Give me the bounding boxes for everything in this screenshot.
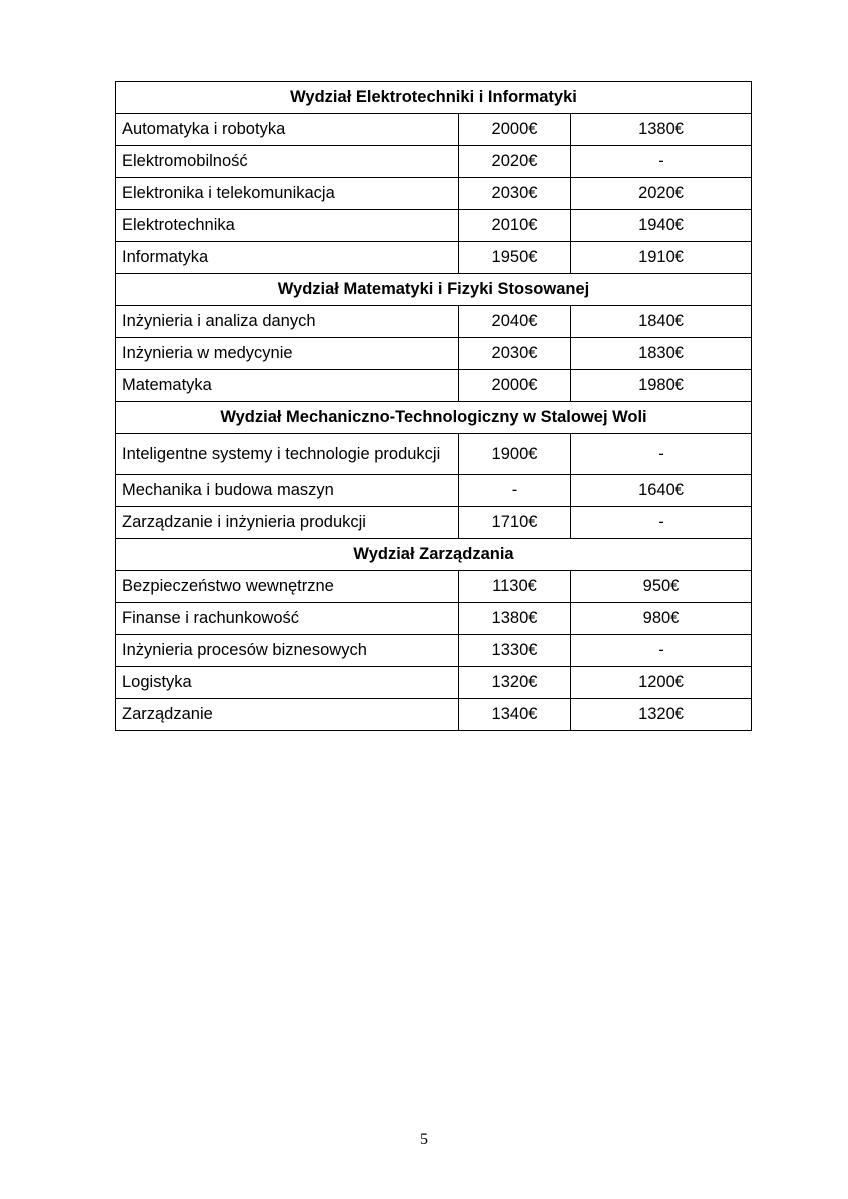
fee-first: 1950€ [459, 242, 571, 274]
fee-second: 1640€ [571, 475, 752, 507]
program-name: Bezpieczeństwo wewnętrzne [116, 571, 459, 603]
table-row [116, 667, 752, 699]
fee-second: - [571, 507, 752, 539]
table-row [116, 603, 752, 635]
fee-first: 2000€ [459, 114, 571, 146]
program-name: Matematyka [116, 370, 459, 402]
program-name: Finanse i rachunkowość [116, 603, 459, 635]
fee-first: 1130€ [459, 571, 571, 603]
fee-second: - [571, 434, 752, 475]
fee-first: 2040€ [459, 306, 571, 338]
program-name: Automatyka i robotyka [116, 114, 459, 146]
faculty-title: Wydział Elektrotechniki i Informatyki [116, 82, 752, 114]
fee-second: 1910€ [571, 242, 752, 274]
tuition-fees-table [115, 81, 752, 731]
section-header-row [116, 82, 752, 114]
fee-first: 2030€ [459, 338, 571, 370]
fee-first: 2010€ [459, 210, 571, 242]
table-row [116, 635, 752, 667]
table-row [116, 338, 752, 370]
faculty-title: Wydział Zarządzania [116, 539, 752, 571]
fee-second: 1380€ [571, 114, 752, 146]
fee-second: 1980€ [571, 370, 752, 402]
fee-second: 1200€ [571, 667, 752, 699]
program-name: Inżynieria i analiza danych [116, 306, 459, 338]
fee-first: 1380€ [459, 603, 571, 635]
fee-second: 2020€ [571, 178, 752, 210]
program-name: Mechanika i budowa maszyn [116, 475, 459, 507]
fee-first: 2000€ [459, 370, 571, 402]
table-row [116, 699, 752, 731]
program-name: Inżynieria w medycynie [116, 338, 459, 370]
table-row [116, 178, 752, 210]
fee-first: 1900€ [459, 434, 571, 475]
program-name: Elektronika i telekomunikacja [116, 178, 459, 210]
program-name: Inżynieria procesów biznesowych [116, 635, 459, 667]
program-name: Logistyka [116, 667, 459, 699]
section-header-row [116, 274, 752, 306]
fee-second: 1320€ [571, 699, 752, 731]
table-row [116, 242, 752, 274]
fee-first: 1320€ [459, 667, 571, 699]
section-header-row [116, 402, 752, 434]
table-row [116, 507, 752, 539]
table-row [116, 475, 752, 507]
program-name: Zarządzanie i inżynieria produkcji [116, 507, 459, 539]
program-name: Zarządzanie [116, 699, 459, 731]
fee-second: 950€ [571, 571, 752, 603]
page-number: 5 [420, 1131, 428, 1148]
fee-first: 1340€ [459, 699, 571, 731]
fee-second: - [571, 635, 752, 667]
program-name: Elektromobilność [116, 146, 459, 178]
table-row [116, 571, 752, 603]
table-row [116, 114, 752, 146]
faculty-title: Wydział Mechaniczno-Technologiczny w Stalowej Woli [116, 402, 752, 434]
fee-second: - [571, 146, 752, 178]
table-row [116, 146, 752, 178]
fee-first: 1330€ [459, 635, 571, 667]
fee-first: 2030€ [459, 178, 571, 210]
fee-first: 2020€ [459, 146, 571, 178]
program-name: Inteligentne systemy i technologie produkcji [116, 434, 459, 475]
section-header-row [116, 539, 752, 571]
table-row [116, 210, 752, 242]
table-row [116, 306, 752, 338]
fee-second: 1830€ [571, 338, 752, 370]
program-name: Informatyka [116, 242, 459, 274]
fee-second: 1840€ [571, 306, 752, 338]
fee-first: 1710€ [459, 507, 571, 539]
faculty-title: Wydział Matematyki i Fizyki Stosowanej [116, 274, 752, 306]
table-row [116, 434, 752, 475]
program-name: Elektrotechnika [116, 210, 459, 242]
table-row [116, 370, 752, 402]
fee-second: 1940€ [571, 210, 752, 242]
fee-second: 980€ [571, 603, 752, 635]
fee-first: - [459, 475, 571, 507]
